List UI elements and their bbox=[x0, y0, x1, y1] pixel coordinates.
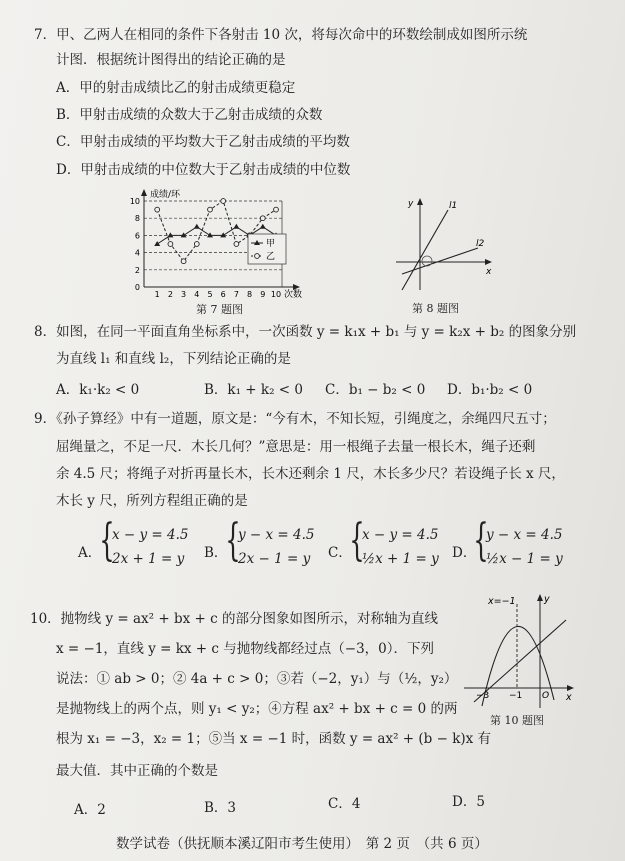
chart7-xtick-label: 10 bbox=[270, 290, 282, 299]
q9-option-b-brace: { bbox=[225, 515, 241, 566]
chart7-xtick-label: 8 bbox=[247, 290, 253, 299]
fig8-x-label: x bbox=[486, 267, 492, 277]
chart7-xlabel: 次数 bbox=[284, 290, 303, 300]
chart7-legend-label-yi: 乙 bbox=[266, 252, 276, 262]
q10-stem-line1: 10．抛物线 y = ax² + bx + c 的部分图象如图所示，对称轴为直线 bbox=[30, 611, 438, 627]
q9-option-b-eq2: 2x − 1 = y bbox=[238, 551, 311, 567]
q8-stem-line1: 8．如图，在同一平面直角坐标系中，一次函数 y = k₁x + b₁ 与 y = k₂x + b₂ 的图象分别 bbox=[34, 324, 577, 340]
fig10-parabola-diagram bbox=[462, 590, 577, 710]
q8-option-a: A．k₁·k₂ < 0 bbox=[56, 382, 140, 398]
q8-stem-line2: 为直线 l₁ 和直线 l₂，下列结论正确的是 bbox=[56, 351, 291, 367]
q10-option-a: A．2 bbox=[74, 802, 106, 818]
q10-stem-line2: x = −1，直线 y = kx + c 与抛物线都经过点（−3，0）．下列 bbox=[56, 641, 434, 657]
chart7-point-jia bbox=[154, 241, 160, 246]
q9-option-a-eq1: x − y = 4.5 bbox=[112, 527, 189, 543]
chart7-xtick-label: 5 bbox=[207, 290, 213, 299]
q8-option-d: D．b₁·b₂ < 0 bbox=[447, 382, 533, 398]
chart7-point-jia bbox=[207, 232, 213, 237]
q9-option-c-brace: { bbox=[349, 515, 365, 566]
chart7-point-yi bbox=[208, 207, 213, 212]
q9-option-d-brace: { bbox=[473, 515, 489, 566]
fig10-xm3-label: −3 bbox=[476, 691, 490, 701]
chart7-legend-label-jia: 甲 bbox=[266, 239, 276, 249]
q9-option-c-eq2: ½x + 1 = y bbox=[362, 551, 439, 567]
q10-stem-line4: 是抛物线上的两个点，则 y₁ < y₂；④方程 ax² + bx + c = 0 的两 bbox=[56, 701, 458, 717]
fig8-caption: 第 8 题图 bbox=[412, 302, 459, 315]
q7-stem-line1: 7．甲、乙两人在相同的条件下各射击 10 次，将每次命中的环数绘制成如图所示统 bbox=[34, 27, 528, 43]
chart7-point-jia bbox=[194, 224, 200, 229]
q8-option-b: B．k₁ + k₂ < 0 bbox=[204, 382, 303, 398]
fig8-l1-label: l1 bbox=[449, 201, 458, 211]
chart7-point-yi bbox=[194, 242, 199, 247]
q10-stem-line5: 根为 x₁ = −3，x₂ = 1；⑤当 x = −1 时，函数 y = ax² + (b − k)x 有 bbox=[56, 731, 492, 747]
fig7-line-chart bbox=[118, 188, 343, 300]
chart7-point-yi bbox=[168, 242, 173, 247]
chart7-y-arrow bbox=[141, 189, 147, 196]
chart7-point-yi bbox=[274, 207, 279, 212]
q9-stem-line1: 9．《孙子算经》中有一道题，原文是：“今有木，不知长短，引绳度之，余绳四尺五寸； bbox=[34, 411, 556, 427]
q10-stem-line6: 最大值．其中正确的个数是 bbox=[56, 763, 218, 779]
chart7-xtick-label: 7 bbox=[233, 290, 239, 299]
chart7-point-yi bbox=[155, 207, 160, 212]
q10-option-b: B．3 bbox=[204, 800, 237, 816]
q10-option-d: D．5 bbox=[452, 794, 485, 810]
page-footer: 数学试卷（供抚顺本溪辽阳市考生使用） 第 2 页 （共 6 页） bbox=[116, 836, 488, 852]
chart7-point-jia bbox=[220, 232, 226, 237]
fig8-y-label: y bbox=[408, 199, 414, 209]
chart7-point-jia bbox=[260, 224, 266, 229]
q9-option-d-eq1: y − x = 4.5 bbox=[486, 527, 563, 543]
q9-option-b-eq1: y − x = 4.5 bbox=[238, 527, 315, 543]
q7-option-c: C．甲射击成绩的平均数大于乙射击成绩的平均数 bbox=[56, 134, 350, 150]
chart7-ytick-label: 4 bbox=[134, 248, 140, 258]
q9-option-d-label: D． bbox=[452, 545, 477, 561]
q7-option-b: B．甲射击成绩的众数大于乙射击成绩的众数 bbox=[56, 107, 323, 123]
fig10-caption: 第 10 题图 bbox=[490, 714, 544, 727]
fig8-diagram bbox=[392, 194, 497, 298]
chart7-legend-marker-yi bbox=[255, 254, 260, 259]
chart7-point-yi bbox=[234, 242, 239, 247]
chart7-point-yi bbox=[181, 259, 186, 264]
chart7-point-jia bbox=[181, 232, 187, 237]
q10-stem-line3: 说法：① ab > 0；② 4a + c > 0；③若（−2，y₁）与（½，y₂） bbox=[56, 671, 458, 687]
fig8-l2-label: l2 bbox=[476, 239, 485, 249]
q7-option-d: D．甲射击成绩的中位数大于乙射击成绩的中位数 bbox=[56, 162, 351, 178]
chart7-xtick-label: 4 bbox=[194, 290, 200, 299]
q9-option-a-brace: { bbox=[99, 515, 115, 566]
chart7-xtick-label: 3 bbox=[181, 290, 187, 299]
q9-option-a-label: A． bbox=[78, 545, 102, 561]
chart7-point-yi bbox=[221, 199, 226, 204]
q9-option-c-label: C． bbox=[328, 545, 352, 561]
chart7-point-jia bbox=[167, 232, 173, 237]
fig10-y-label: y bbox=[544, 594, 550, 605]
chart7-ytick-label: 6 bbox=[134, 231, 140, 241]
chart7-xtick-label: 9 bbox=[260, 290, 266, 299]
q10-option-c: C．4 bbox=[328, 796, 361, 812]
q9-stem-line3: 余 4.5 尺；将绳子对折再量长木，长木还剩余 1 尺，木长多少尺？若设绳子长 x 尺， bbox=[56, 466, 565, 482]
chart7-ylabel: 成绩/环 bbox=[150, 190, 181, 200]
chart7-xtick-label: 6 bbox=[220, 290, 226, 299]
fig10-axis-label: x=−1 bbox=[488, 596, 516, 607]
q9-stem-line4: 木长 y 尺，所列方程组正确的是 bbox=[56, 493, 248, 509]
chart7-origin-label: 0 bbox=[134, 283, 140, 292]
chart7-ytick-label: 8 bbox=[134, 214, 140, 224]
q9-stem-line2: 屈绳量之，不足一尺．木长几何？”意思是：用一根绳子去量一根长木，绳子还剩 bbox=[56, 439, 536, 455]
chart7-xtick-label: 2 bbox=[167, 290, 173, 299]
q9-option-c-eq1: x − y = 4.5 bbox=[362, 527, 439, 543]
q7-stem-line2: 计图．根据统计图得出的结论正确的是 bbox=[56, 52, 286, 68]
chart7-ytick-label: 2 bbox=[134, 265, 140, 275]
chart7-point-yi bbox=[260, 216, 265, 221]
fig10-xm1-label: −1 bbox=[509, 691, 523, 701]
fig10-origin-label: O bbox=[542, 691, 550, 701]
q9-option-a-eq2: 2x + 1 = y bbox=[112, 551, 185, 567]
chart7-xtick-label: 1 bbox=[154, 290, 160, 299]
q8-option-c: C．b₁ − b₂ < 0 bbox=[325, 382, 426, 398]
chart7-ytick-label: 10 bbox=[129, 197, 140, 206]
q9-option-b-label: B． bbox=[204, 545, 228, 561]
q9-option-d-eq2: ½x − 1 = y bbox=[486, 551, 563, 567]
chart7-point-jia bbox=[233, 224, 239, 229]
fig7-caption: 第 7 题图 bbox=[196, 303, 243, 316]
fig10-x-label: x bbox=[566, 692, 572, 703]
q7-option-a: A．甲的射击成绩比乙的射击成绩更稳定 bbox=[56, 80, 296, 96]
